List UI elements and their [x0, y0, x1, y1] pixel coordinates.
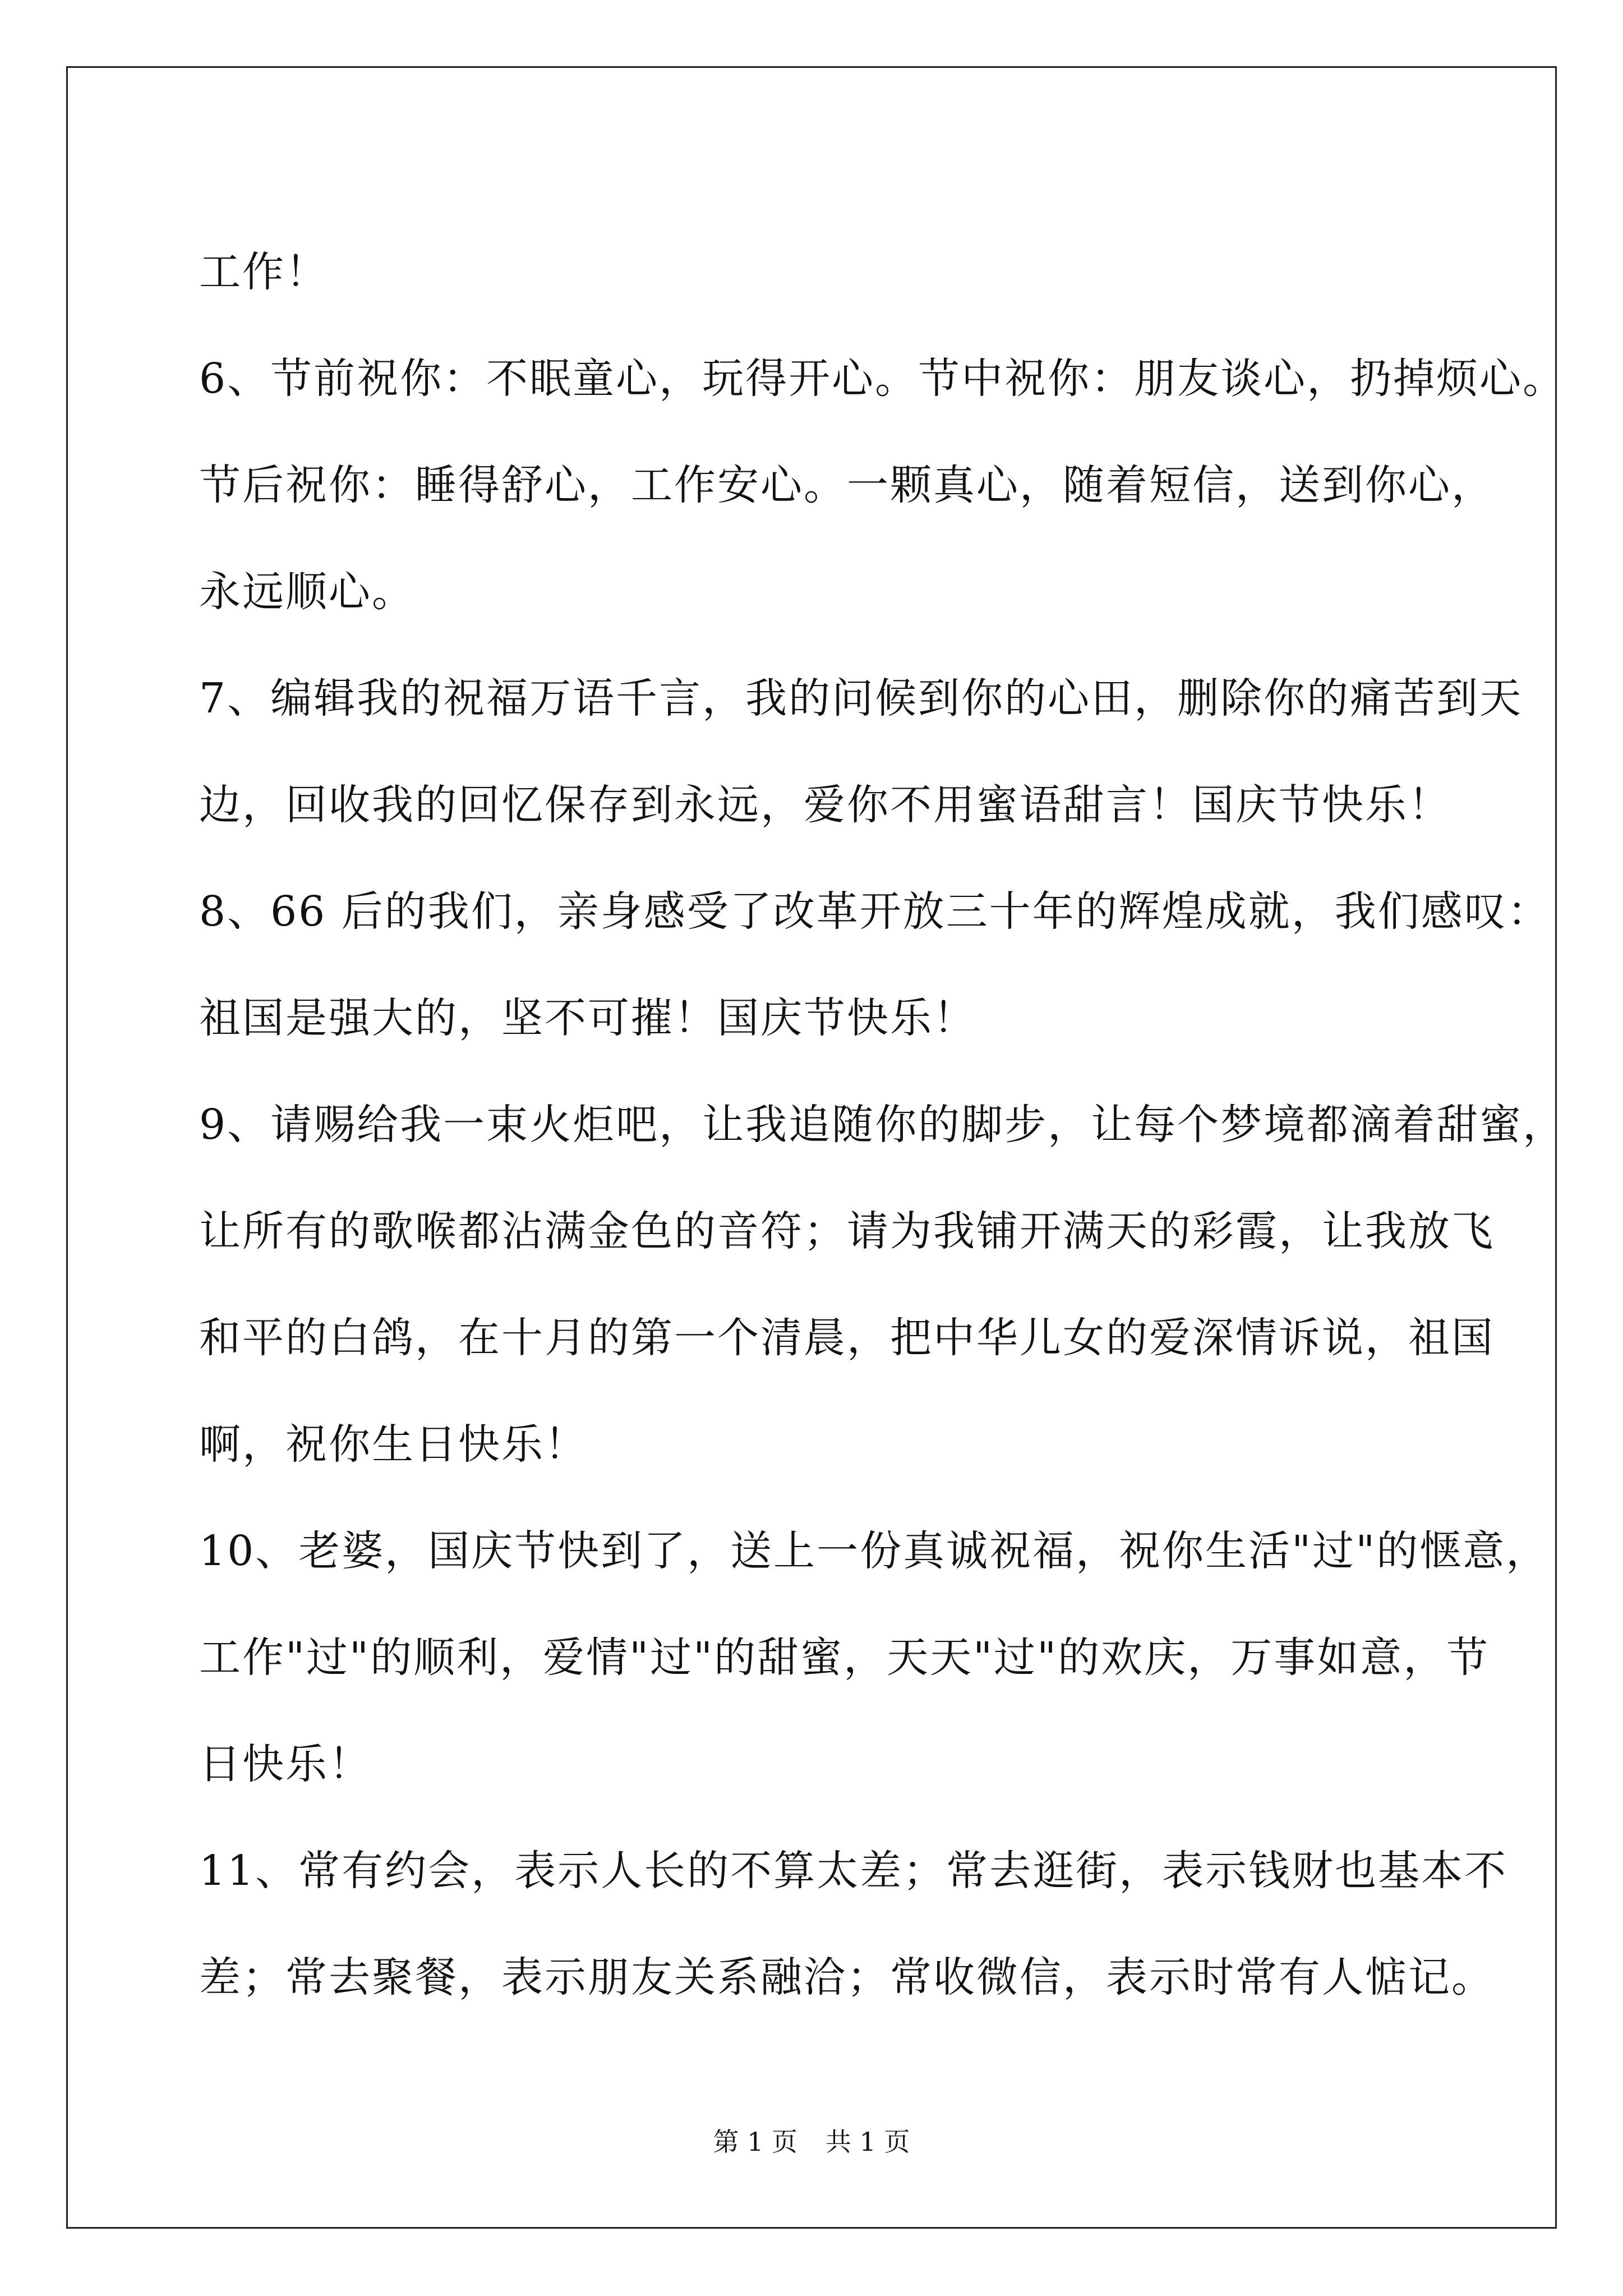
text-line: 日快乐！: [199, 1740, 372, 1788]
page-total: 共 1 页: [826, 2127, 910, 2157]
text-line: 差；常去聚餐，表示朋友关系融洽；常收微信，表示时常有人惦记。: [199, 1953, 1495, 2001]
text-line: 节后祝你：睡得舒心，工作安心。一颗真心，随着短信，送到你心，: [199, 461, 1495, 509]
text-line: 工作"过"的顺利，爱情"过"的甜蜜，天天"过"的欢庆，万事如意，节: [199, 1634, 1490, 1682]
text-line: 7、编辑我的祝福万语千言，我的问候到你的心田，删除你的痛苦到天: [199, 674, 1523, 723]
document-body: [199, 219, 1566, 2031]
text-line: 和平的白鸽，在十月的第一个清晨，把中华儿女的爱深情诉说，祖国: [199, 1314, 1495, 1362]
page-number: 第 1 页: [713, 2127, 797, 2157]
text-line: 10、老婆，国庆节快到了，送上一份真诚祝福，祝你生活"过"的惬意，: [199, 1527, 1550, 1575]
text-line: 啊，祝你生日快乐！: [199, 1420, 588, 1469]
text-line: 8、66 后的我们，亲身感受了改革开放三十年的辉煌成就，我们感叹：: [199, 887, 1551, 936]
text-line: 11、常有约会，表示人长的不算太差；常去逛街，表示钱财也基本不: [199, 1847, 1508, 1895]
text-line: 6、节前祝你：不眠童心，玩得开心。节中祝你：朋友谈心，扔掉烦心。: [199, 355, 1566, 403]
text-line: 边，回收我的回忆保存到永远，爱你不用蜜语甜言！国庆节快乐！: [199, 781, 1451, 829]
text-line: 祖国是强大的，坚不可摧！国庆节快乐！: [199, 994, 976, 1042]
text-line: 工作！: [199, 248, 329, 296]
page-footer: [0, 2122, 1623, 2159]
text-line: 永远顺心。: [199, 568, 415, 616]
text-line: 让所有的歌喉都沾满金色的音符；请为我铺开满天的彩霞，让我放飞: [199, 1207, 1495, 1255]
text-line: 9、请赐给我一束火炬吧，让我追随你的脚步，让每个梦境都滴着甜蜜，: [199, 1101, 1566, 1149]
